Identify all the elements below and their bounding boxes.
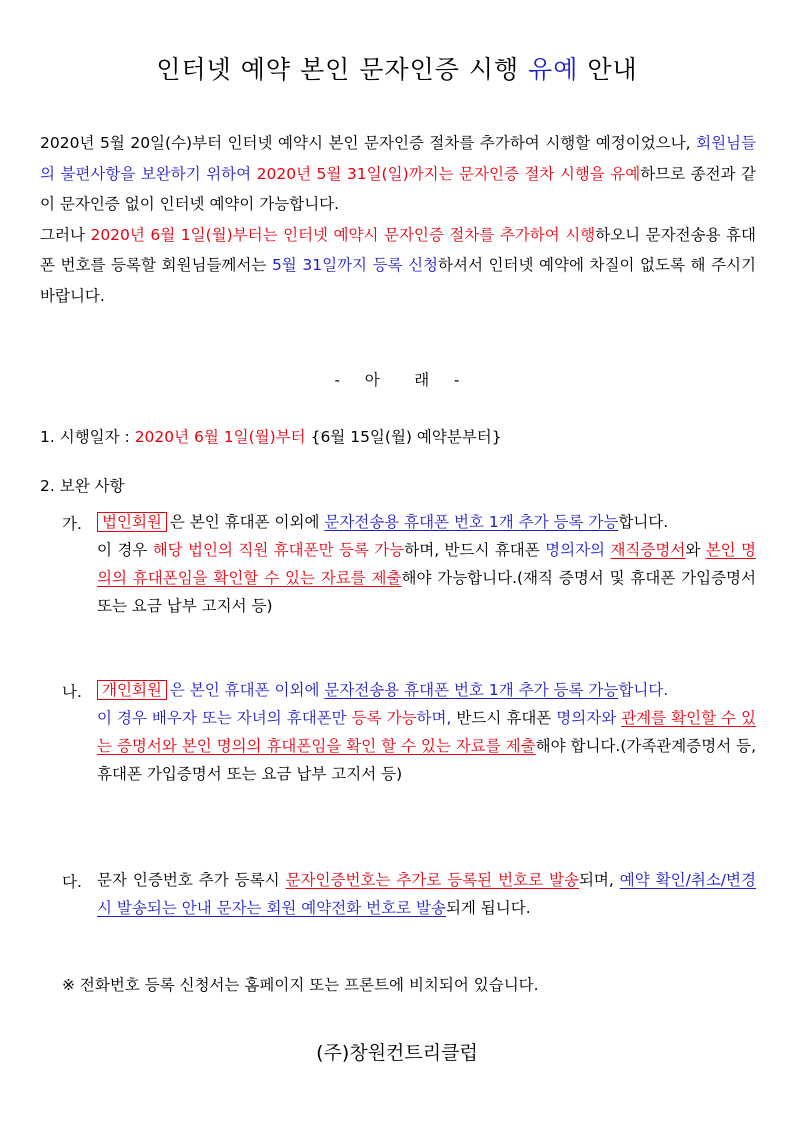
title-highlight: 유예 [528, 55, 579, 84]
section-2-heading: 2. 보완 사항 [40, 477, 125, 495]
item-na-marker: 나. [62, 683, 82, 701]
intro-paragraph-2: 그러나 2020년 6월 1일(월)부터는 인터넷 예약시 문자인증 절차를 추가하여 시행하오니 문자전송용 휴대폰 번호를 등록할 회원님들께서는 5월 31일까지 등록 신청하셔서 인터넷 예약에 차질이 없도록 해 주시기 바랍니다. [40, 225, 756, 305]
intro-paragraphs [40, 128, 756, 311]
page-title: 인터넷 예약 본인 문자인증 시행 유예 안내 [156, 55, 638, 84]
item-ga-marker: 가. [62, 515, 82, 533]
registration-form-notice: ※ 전화번호 등록 신청서는 홈페이지 또는 프론트에 비치되어 있습니다. [62, 976, 539, 994]
intro-paragraph-1: 2020년 5월 20일(수)부터 인터넷 예약시 본인 문자인증 절차를 추가하여 시행할 예정이었으나, 회원님들의 불편사항을 보완하기 위하여 2020년 5월 31일(일)까지는 문자인증 절차 시행을 유예하므로 종전과 같이 문자인증 없이 인터넷 예약이 가능합니다. [40, 134, 756, 213]
corporate-member-badge: 법인회원 [97, 512, 167, 532]
item-da-sms-number: 문자 인증번호 추가 등록시 문자인증번호는 추가로 등록된 번호로 발송되며, 예약 확인/취소/변경시 발송되는 안내 문자는 회원 예약전화 번호로 발송되게 됩니다. [97, 871, 756, 917]
item-ga-corporate: 법인회원 은 본인 휴대폰 이외에 문자전송용 휴대폰 번호 1개 추가 등록 가능합니다. 이 경우 해당 법인의 직원 휴대폰만 등록 가능하며, 반드시 휴대폰 명의자의 재직증명서와 본인 명의의 휴대폰임을 확인할 수 있는 자료를 제출해야 가능합니다.(재직 증명서 및 휴대폰 가입증명서 또는 요금 납부 고지서 등) [97, 513, 757, 615]
item-da-marker: 다. [62, 873, 82, 891]
individual-member-badge: 개인회원 [97, 680, 167, 700]
item-na-individual: 개인회원 은 본인 휴대폰 이외에 문자전송용 휴대폰 번호 1개 추가 등록 가능합니다. 이 경우 배우자 또는 자녀의 휴대폰만 등록 가능하며, 반드시 휴대폰 명의자와 관계를 확인할 수 있는 증명서와 본인 명의의 휴대폰임을 확인 할 수 있는 자료를 제출해야 합니다.(가족관계증명서 등, 휴대폰 가입증명서 또는 요금 납부 고지서 등) [97, 681, 757, 783]
section-separator: - 아 래 - [334, 371, 460, 389]
section-1-effective-date: 1. 시행일자 : 2020년 6월 1일(월)부터 {6월 15일(월) 예약분부터} [40, 428, 502, 446]
organization-name: (주)창원컨트리클럽 [316, 1042, 478, 1064]
